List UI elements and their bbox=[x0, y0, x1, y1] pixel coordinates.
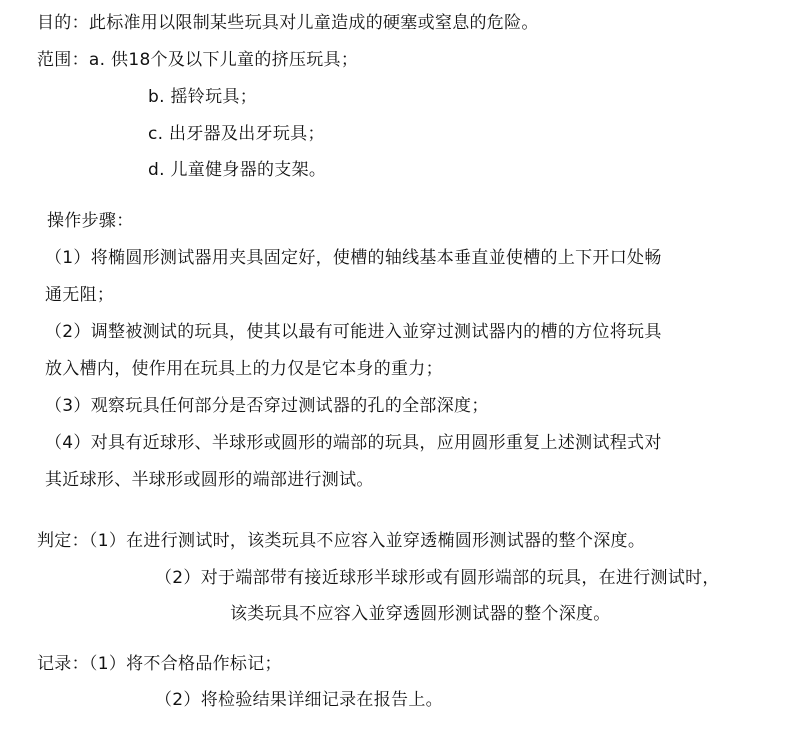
scope-line-b: b. 摇铃玩具； bbox=[148, 87, 257, 107]
procedure-step1-line1: （1）将椭圆形测试器用夹具固定好，使槽的轴线基本垂直並使槽的上下开口处畅 bbox=[45, 248, 662, 268]
procedure-step2-line1: （2）调整被测试的玩具，使其以最有可能进入並穿过测试器内的槽的方位将玩具 bbox=[45, 322, 662, 342]
procedure-step4-line2: 其近球形、半球形或圆形的端部进行测试。 bbox=[45, 470, 374, 490]
procedure-step4-line1: （4）对具有近球形、半球形或圆形的端部的玩具，应用圆形重复上述测试程式对 bbox=[45, 433, 662, 453]
judgement-line2: （2）对于端部带有接近球形半球形或有圆形端部的玩具，在进行测试时， bbox=[155, 568, 720, 588]
procedure-step2-line2: 放入槽内，使作用在玩具上的力仅是它本身的重力； bbox=[45, 359, 443, 379]
scope-line-c: c. 出牙器及出牙玩具； bbox=[148, 124, 325, 144]
record-line1: 记录：（1）将不合格品作标记； bbox=[37, 654, 282, 674]
judgement-line1: 判定：（1）在进行测试时，该类玩具不应容入並穿透椭圆形测试器的整个深度。 bbox=[37, 531, 646, 551]
scope-line-a: 范围：a. 供18个及以下儿童的挤压玩具； bbox=[37, 50, 359, 70]
scope-line-d: d. 儿童健身器的支架。 bbox=[148, 160, 327, 180]
procedure-step3: （3）观察玩具任何部分是否穿过测试器的孔的全部深度； bbox=[45, 396, 489, 416]
record-line2: （2）将检验结果详细记录在报告上。 bbox=[155, 690, 443, 710]
purpose-text: 目的：此标准用以限制某些玩具对儿童造成的硬塞或窒息的危险。 bbox=[37, 13, 539, 33]
procedure-heading: 操作步骤： bbox=[47, 211, 134, 231]
procedure-step1-line2: 通无阻； bbox=[45, 285, 115, 305]
judgement-line3: 该类玩具不应容入並穿透圆形测试器的整个深度。 bbox=[230, 604, 611, 624]
